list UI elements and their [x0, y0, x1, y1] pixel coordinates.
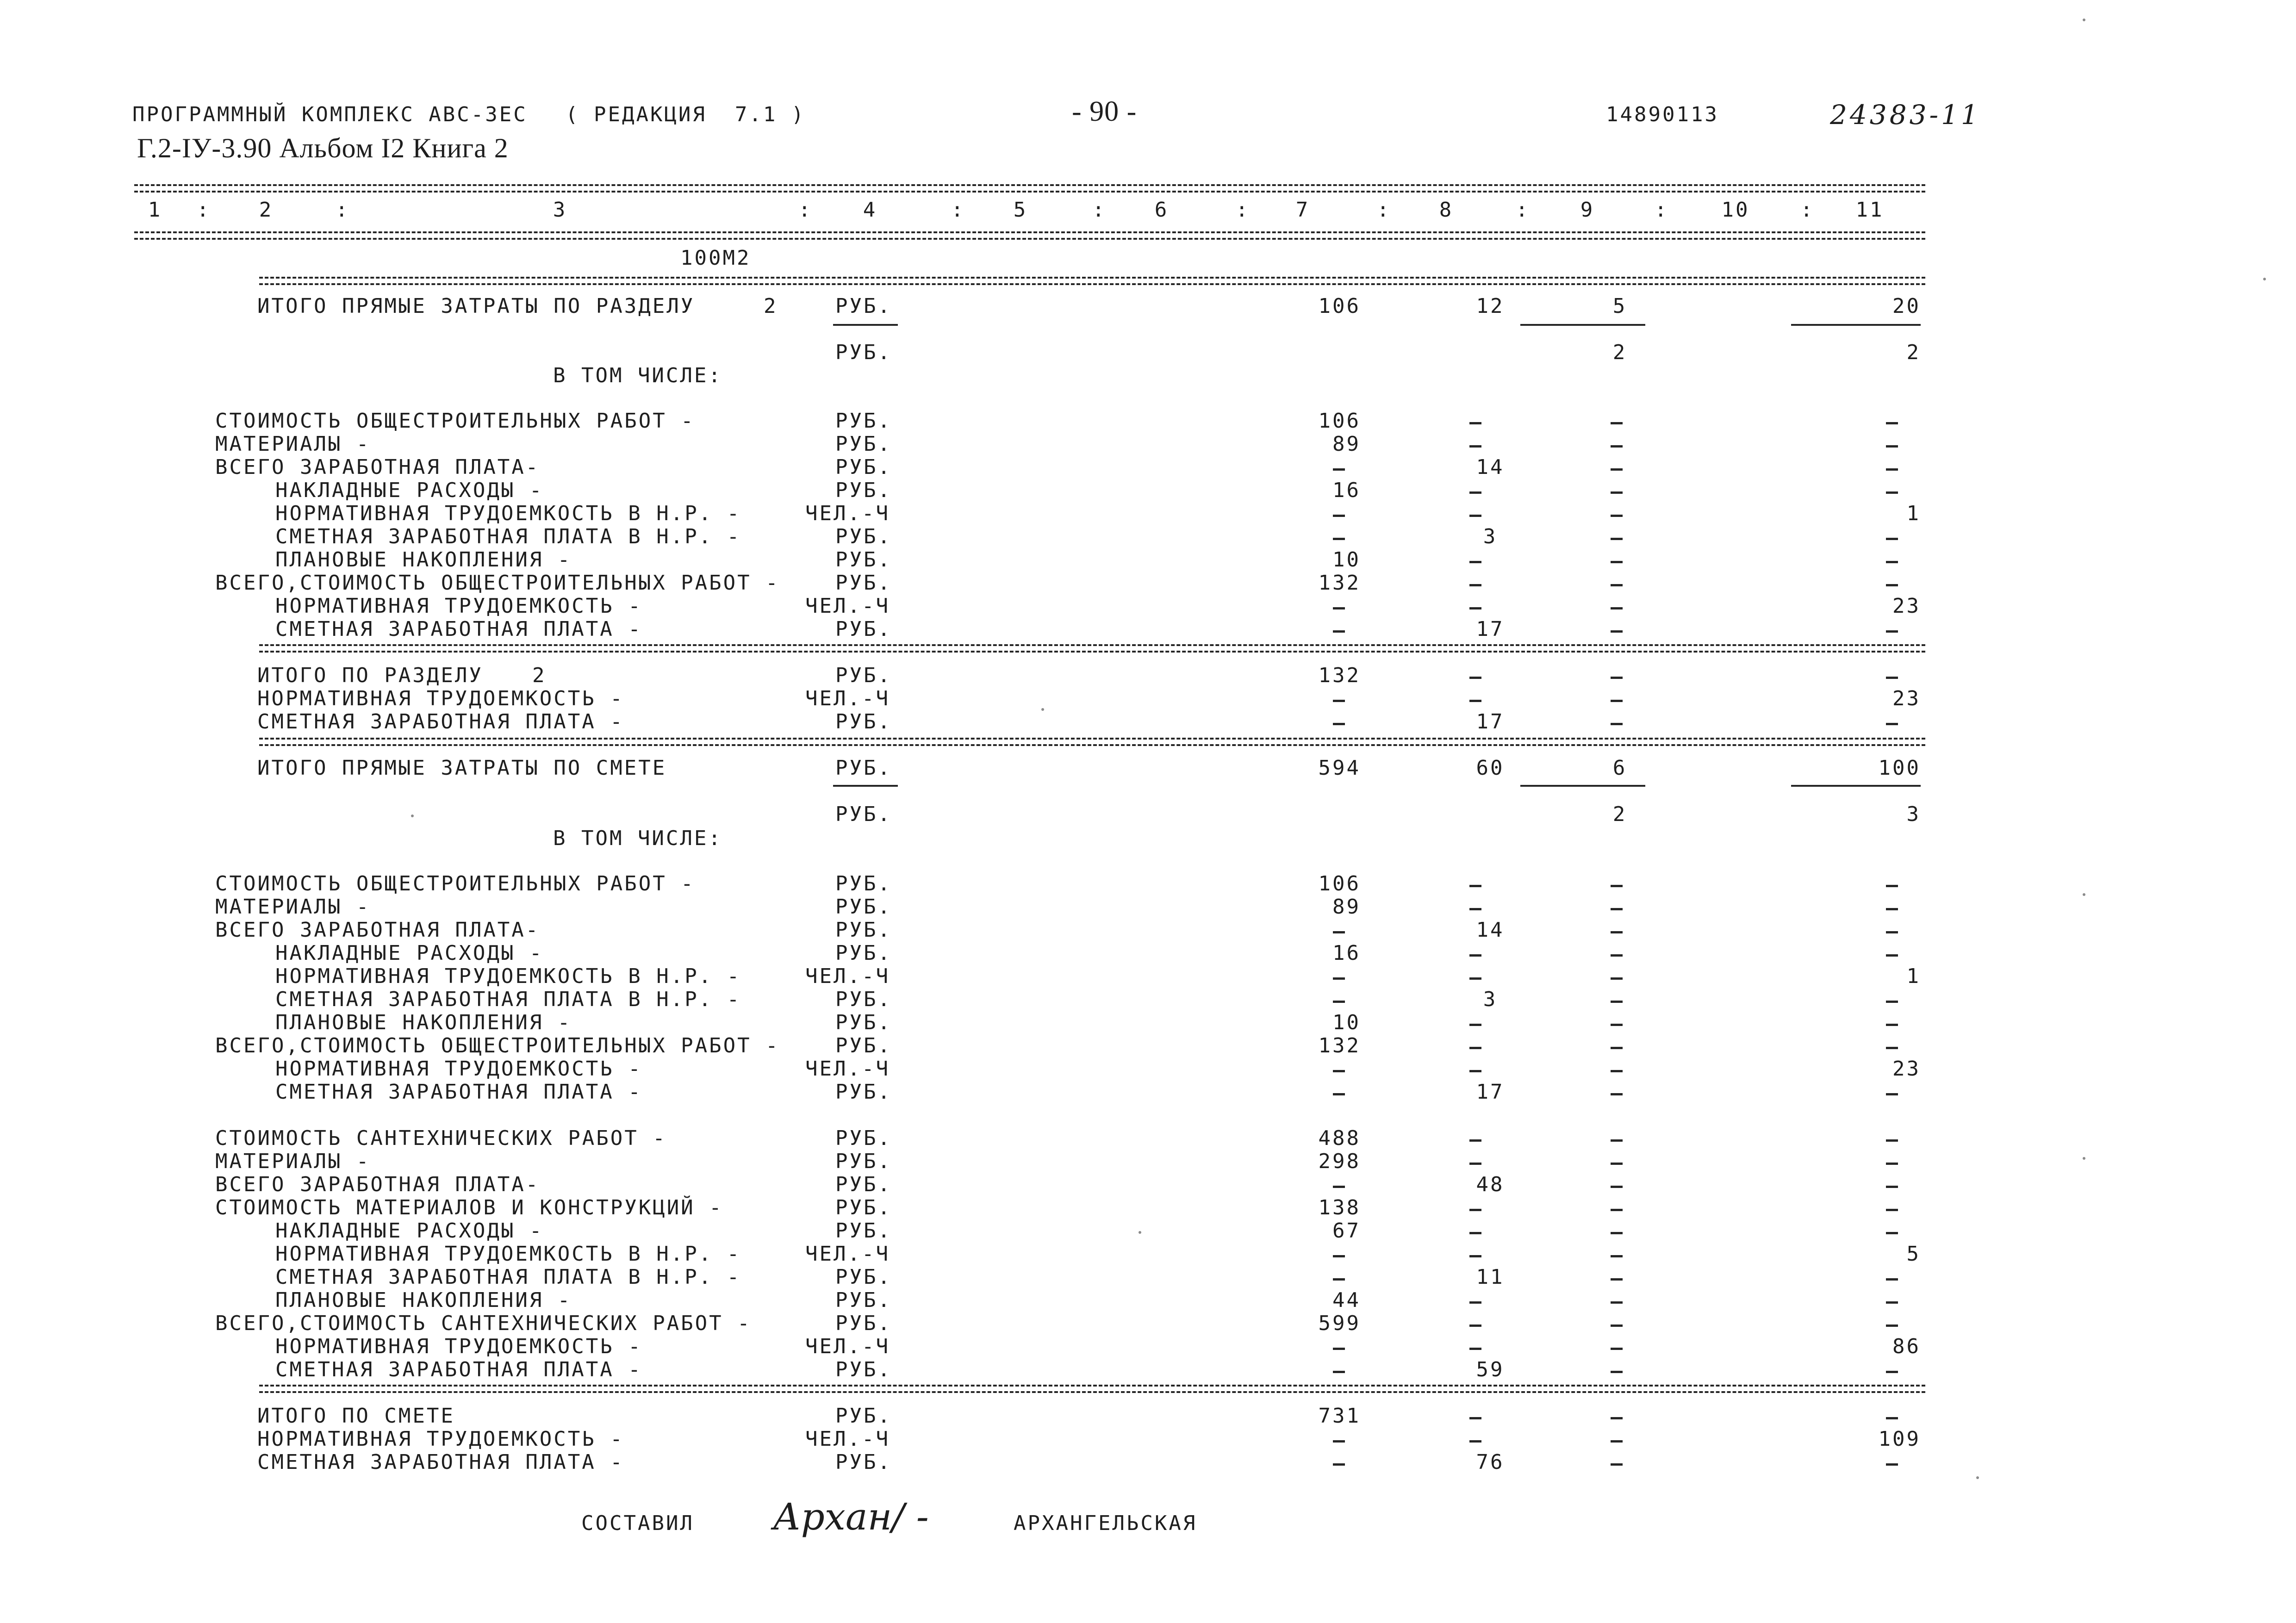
value-c11: 2: [1906, 341, 1921, 364]
dash-mark: [1611, 1139, 1623, 1142]
column-number: 1: [148, 198, 162, 222]
dash-mark: [1333, 1255, 1345, 1257]
column-number: 11: [1855, 198, 1884, 222]
value-c11: 86: [1892, 1335, 1921, 1358]
dash-mark: [1611, 630, 1623, 633]
dash-mark: [1886, 1209, 1898, 1211]
dash-mark: [1469, 561, 1481, 563]
dash-mark: [1886, 1325, 1898, 1327]
dash-mark: [1333, 1093, 1345, 1095]
underline: [1520, 785, 1645, 787]
scan-speck: [411, 815, 414, 817]
dash-mark: [1611, 607, 1623, 609]
row-section-number: 2: [764, 294, 778, 318]
row-unit: РУБ.: [835, 1358, 892, 1381]
row-unit: РУБ.: [835, 1196, 892, 1219]
dash-mark: [1469, 1348, 1481, 1350]
value-c8: 60: [1476, 756, 1505, 780]
row-label: МАТЕРИАЛЫ -: [215, 895, 371, 919]
value-c8: 76: [1476, 1450, 1505, 1474]
dash-mark: [1333, 700, 1345, 702]
value-c7: 594: [1318, 756, 1361, 780]
dash-mark: [1886, 1232, 1898, 1234]
value-c7: 89: [1332, 895, 1361, 919]
row-unit: РУБ.: [835, 548, 892, 572]
row-unit: РУБ.: [835, 872, 892, 895]
dash-mark: [1886, 468, 1898, 471]
dash-mark: [1469, 515, 1481, 517]
scan-speck: [2263, 278, 2266, 280]
row-label: ВСЕГО ЗАРАБОТНАЯ ПЛАТА-: [215, 455, 540, 479]
section-rule: [259, 738, 1925, 746]
row-label: ИТОГО ПРЯМЫЕ ЗАТРАТЫ ПО СМЕТЕ: [257, 756, 667, 780]
value-c11: 100: [1878, 756, 1921, 780]
row-label: ПЛАНОВЫЕ НАКОПЛЕНИЯ -: [275, 1011, 572, 1034]
dash-mark: [1886, 561, 1898, 563]
row-label: СМЕТНАЯ ЗАРАБОТНАЯ ПЛАТА -: [257, 710, 624, 734]
column-number: 9: [1580, 198, 1595, 222]
row-label: СМЕТНАЯ ЗАРАБОТНАЯ ПЛАТА В Н.Р. -: [275, 525, 741, 548]
dash-mark: [1333, 1463, 1345, 1466]
value-c9: 6: [1612, 756, 1627, 780]
row-unit: РУБ.: [835, 918, 892, 942]
row-unit: ЧЕЛ.-Ч: [805, 594, 890, 618]
dash-mark: [1333, 630, 1345, 633]
dash-mark: [1469, 1232, 1481, 1234]
dash-mark: [1886, 1024, 1898, 1026]
dash-mark: [1333, 931, 1345, 933]
row-label: НОРМАТИВНАЯ ТРУДОЕМКОСТЬ В Н.Р. -: [275, 1242, 741, 1266]
dash-mark: [1611, 445, 1623, 448]
dash-mark: [1611, 977, 1623, 980]
scan-speck: [2083, 1157, 2085, 1160]
dash-mark: [1333, 1070, 1345, 1072]
row-unit: РУБ.: [835, 710, 892, 734]
dash-mark: [1886, 677, 1898, 679]
dash-mark: [1469, 677, 1481, 679]
row-unit: РУБ.: [835, 1011, 892, 1034]
document-code: 14890113: [1606, 103, 1719, 126]
underline: [833, 324, 898, 326]
compiled-by-label: СОСТАВИЛ: [581, 1511, 694, 1535]
row-unit: РУБ.: [835, 341, 892, 364]
value-c11: 1: [1906, 964, 1921, 988]
row-label: НАКЛАДНЫЕ РАСХОДЫ -: [275, 479, 544, 502]
dash-mark: [1886, 1186, 1898, 1188]
value-c7: 10: [1332, 548, 1361, 572]
dash-mark: [1611, 700, 1623, 702]
row-label: НОРМАТИВНАЯ ТРУДОЕМКОСТЬ В Н.Р. -: [275, 964, 741, 988]
value-c11: 5: [1906, 1242, 1921, 1266]
row-unit: ЧЕЛ.-Ч: [805, 687, 890, 710]
dash-mark: [1469, 445, 1481, 448]
row-label: СТОИМОСТЬ ОБЩЕСТРОИТЕЛЬНЫХ РАБОТ -: [215, 872, 695, 895]
dash-mark: [1469, 954, 1481, 957]
value-c11: 3: [1906, 802, 1921, 826]
dash-mark: [1611, 1163, 1623, 1165]
value-c7: 16: [1332, 479, 1361, 502]
row-label: ИТОГО ПРЯМЫЕ ЗАТРАТЫ ПО РАЗДЕЛУ: [257, 294, 695, 318]
column-number: 4: [863, 198, 877, 222]
row-label: СТОИМОСТЬ МАТЕРИАЛОВ И КОНСТРУКЦИЙ -: [215, 1196, 723, 1219]
page-number: - 90 -: [1072, 96, 1137, 127]
dash-mark: [1886, 885, 1898, 887]
dash-mark: [1886, 1047, 1898, 1049]
row-label: НОРМАТИВНАЯ ТРУДОЕМКОСТЬ -: [275, 1335, 642, 1358]
dash-mark: [1611, 1001, 1623, 1003]
value-c7: 106: [1318, 294, 1361, 318]
column-separator: :: [1516, 198, 1530, 222]
dash-mark: [1333, 1440, 1345, 1443]
row-label: НОРМАТИВНАЯ ТРУДОЕМКОСТЬ -: [275, 594, 642, 618]
program-title: ПРОГРАММНЫЙ КОМПЛЕКС АВС-3ЕС: [132, 103, 528, 126]
value-c8: 3: [1483, 525, 1498, 548]
dash-mark: [1611, 677, 1623, 679]
underline: [1791, 324, 1921, 326]
dash-mark: [1611, 538, 1623, 540]
dash-mark: [1886, 1278, 1898, 1281]
row-label: НАКЛАДНЫЕ РАСХОДЫ -: [275, 1219, 544, 1243]
dash-mark: [1469, 1024, 1481, 1026]
row-unit: РУБ.: [835, 1219, 892, 1243]
dash-mark: [1333, 1371, 1345, 1373]
scan-speck: [1139, 1231, 1141, 1234]
row-unit: РУБ.: [835, 941, 892, 965]
section-rule: [259, 1385, 1925, 1393]
dash-mark: [1611, 1278, 1623, 1281]
header-rule-top: [134, 184, 1925, 193]
value-c7: 106: [1318, 872, 1361, 895]
row-unit: РУБ.: [835, 664, 892, 687]
value-c8: 14: [1476, 455, 1505, 479]
underline: [1520, 324, 1645, 326]
value-c7: 132: [1318, 1034, 1361, 1057]
row-label: СМЕТНАЯ ЗАРАБОТНАЯ ПЛАТА В Н.Р. -: [275, 1265, 741, 1289]
underline: [1791, 785, 1921, 787]
value-c8: 17: [1476, 1080, 1505, 1104]
dash-mark: [1611, 1070, 1623, 1072]
scan-speck: [2083, 893, 2085, 896]
scan-speck: [2083, 19, 2085, 21]
value-c7: 89: [1332, 432, 1361, 456]
dash-mark: [1611, 1209, 1623, 1211]
column-separator: :: [951, 198, 965, 222]
row-unit: РУБ.: [835, 1034, 892, 1057]
dash-mark: [1469, 607, 1481, 609]
dash-mark: [1469, 1417, 1481, 1419]
row-label: НОРМАТИВНАЯ ТРУДОЕМКОСТЬ -: [257, 1427, 624, 1451]
row-label: СТОИМОСТЬ ОБЩЕСТРОИТЕЛЬНЫХ РАБОТ -: [215, 409, 695, 433]
column-number: 5: [1013, 198, 1028, 222]
value-c8: 3: [1483, 988, 1498, 1011]
row-unit: РУБ.: [835, 1450, 892, 1474]
value-c8: 59: [1476, 1358, 1505, 1381]
dash-mark: [1611, 723, 1623, 725]
value-c7: 44: [1332, 1288, 1361, 1312]
dash-mark: [1886, 954, 1898, 957]
column-number: 6: [1154, 198, 1169, 222]
value-c11: 109: [1878, 1427, 1921, 1451]
dash-mark: [1611, 1348, 1623, 1350]
dash-mark: [1611, 1301, 1623, 1304]
dash-mark: [1611, 1186, 1623, 1188]
compiler-name: АРХАНГЕЛЬСКАЯ: [1014, 1511, 1197, 1535]
value-c8: 14: [1476, 918, 1505, 942]
value-c7: 138: [1318, 1196, 1361, 1219]
dash-mark: [1886, 931, 1898, 933]
value-c7: 298: [1318, 1150, 1361, 1173]
dash-mark: [1886, 723, 1898, 725]
value-c8: 48: [1476, 1173, 1505, 1196]
row-label: В ТОМ ЧИСЛЕ:: [553, 364, 722, 387]
value-c11: 23: [1892, 594, 1921, 618]
row-label: МАТЕРИАЛЫ -: [215, 432, 371, 456]
row-unit: РУБ.: [835, 802, 892, 826]
row-unit: РУБ.: [835, 1126, 892, 1150]
section-rule: [259, 277, 1925, 285]
row-label: СМЕТНАЯ ЗАРАБОТНАЯ ПЛАТА -: [275, 1358, 642, 1381]
dash-mark: [1469, 584, 1481, 586]
row-unit: РУБ.: [835, 479, 892, 502]
dash-mark: [1333, 607, 1345, 609]
column-separator: :: [1236, 198, 1250, 222]
dash-mark: [1469, 1255, 1481, 1257]
column-separator: :: [336, 198, 350, 222]
row-label: НОРМАТИВНАЯ ТРУДОЕМКОСТЬ -: [275, 1057, 642, 1081]
dash-mark: [1333, 977, 1345, 980]
value-c7: 132: [1318, 664, 1361, 687]
column-separator: :: [1655, 198, 1669, 222]
dash-mark: [1611, 1417, 1623, 1419]
dash-mark: [1469, 1325, 1481, 1327]
row-unit: ЧЕЛ.-Ч: [805, 964, 890, 988]
document-number: 24383-11: [1830, 99, 1981, 131]
row-unit: ЧЕЛ.-Ч: [805, 1427, 890, 1451]
column-separator: :: [1800, 198, 1815, 222]
row-unit: РУБ.: [835, 1080, 892, 1104]
dash-mark: [1611, 491, 1623, 494]
dash-mark: [1469, 1070, 1481, 1072]
dash-mark: [1469, 977, 1481, 980]
dash-mark: [1611, 1371, 1623, 1373]
column-number: 7: [1295, 198, 1310, 222]
row-label: ИТОГО ПО РАЗДЕЛУ: [257, 664, 483, 687]
row-unit: ЧЕЛ.-Ч: [805, 1057, 890, 1081]
row-unit: РУБ.: [835, 571, 892, 595]
dash-mark: [1333, 1186, 1345, 1188]
row-unit: РУБ.: [835, 1150, 892, 1173]
column-separator: :: [798, 198, 813, 222]
dash-mark: [1611, 1463, 1623, 1466]
value-c7: 16: [1332, 941, 1361, 965]
value-c11: 23: [1892, 687, 1921, 710]
row-unit: РУБ.: [835, 294, 892, 318]
row-unit: РУБ.: [835, 756, 892, 780]
dash-mark: [1886, 1163, 1898, 1165]
row-label: ВСЕГО ЗАРАБОТНАЯ ПЛАТА-: [215, 1173, 540, 1196]
dash-mark: [1469, 1163, 1481, 1165]
dash-mark: [1469, 491, 1481, 494]
edition-label: ( РЕДАКЦИЯ 7.1 ): [566, 103, 806, 126]
dash-mark: [1886, 630, 1898, 633]
value-c7: 731: [1318, 1404, 1361, 1428]
row-label: НОРМАТИВНАЯ ТРУДОЕМКОСТЬ -: [257, 687, 624, 710]
value-c9: 2: [1612, 341, 1627, 364]
dash-mark: [1469, 422, 1481, 424]
row-unit: РУБ.: [835, 1404, 892, 1428]
dash-mark: [1886, 1139, 1898, 1142]
dash-mark: [1886, 1301, 1898, 1304]
row-unit: РУБ.: [835, 455, 892, 479]
dash-mark: [1611, 1255, 1623, 1257]
dash-mark: [1611, 931, 1623, 933]
value-c8: 12: [1476, 294, 1505, 318]
row-label: СМЕТНАЯ ЗАРАБОТНАЯ ПЛАТА -: [275, 617, 642, 641]
dash-mark: [1611, 515, 1623, 517]
dash-mark: [1469, 1139, 1481, 1142]
dash-mark: [1611, 885, 1623, 887]
row-label: ПЛАНОВЫЕ НАКОПЛЕНИЯ -: [275, 548, 572, 572]
column-number: 3: [553, 198, 567, 222]
row-unit: РУБ.: [835, 1173, 892, 1196]
value-c7: 67: [1332, 1219, 1361, 1243]
value-c8: 17: [1476, 710, 1505, 734]
row-unit: ЧЕЛ.-Ч: [805, 1242, 890, 1266]
dash-mark: [1886, 908, 1898, 910]
dash-mark: [1333, 468, 1345, 471]
dash-mark: [1469, 885, 1481, 887]
section-rule: [259, 644, 1925, 653]
column-separator: :: [1377, 198, 1391, 222]
signature: Архан/ -: [773, 1495, 929, 1538]
row-label: СМЕТНАЯ ЗАРАБОТНАЯ ПЛАТА -: [275, 1080, 642, 1104]
row-label: ВСЕГО,СТОИМОСТЬ ОБЩЕСТРОИТЕЛЬНЫХ РАБОТ -: [215, 1034, 780, 1057]
dash-mark: [1333, 1278, 1345, 1281]
underline: [833, 785, 898, 787]
dash-mark: [1611, 1232, 1623, 1234]
dash-mark: [1886, 1463, 1898, 1466]
dash-mark: [1469, 1440, 1481, 1443]
value-c11: 1: [1906, 502, 1921, 525]
column-separator: :: [1092, 198, 1107, 222]
dash-mark: [1886, 1417, 1898, 1419]
row-label: НОРМАТИВНАЯ ТРУДОЕМКОСТЬ В Н.Р. -: [275, 502, 741, 525]
dash-mark: [1611, 422, 1623, 424]
value-c11: 20: [1892, 294, 1921, 318]
value-c7: 599: [1318, 1312, 1361, 1335]
dash-mark: [1469, 908, 1481, 910]
scan-speck: [1041, 708, 1044, 711]
dash-mark: [1333, 538, 1345, 540]
row-unit: РУБ.: [835, 525, 892, 548]
column-number: 8: [1439, 198, 1454, 222]
row-label: ВСЕГО,СТОИМОСТЬ САНТЕХНИЧЕСКИХ РАБОТ -: [215, 1312, 752, 1335]
dash-mark: [1611, 1024, 1623, 1026]
dash-mark: [1611, 954, 1623, 957]
dash-mark: [1886, 422, 1898, 424]
dash-mark: [1333, 723, 1345, 725]
value-c11: 23: [1892, 1057, 1921, 1081]
dash-mark: [1611, 1440, 1623, 1443]
row-unit: ЧЕЛ.-Ч: [805, 1335, 890, 1358]
row-label: НАКЛАДНЫЕ РАСХОДЫ -: [275, 941, 544, 965]
value-c7: 132: [1318, 571, 1361, 595]
row-label: ИТОГО ПО СМЕТЕ: [257, 1404, 455, 1428]
row-unit: РУБ.: [835, 1312, 892, 1335]
row-unit: РУБ.: [835, 1265, 892, 1289]
column-number: 10: [1721, 198, 1750, 222]
dash-mark: [1611, 1325, 1623, 1327]
row-label: В ТОМ ЧИСЛЕ:: [553, 827, 722, 850]
dash-mark: [1469, 1301, 1481, 1304]
column-separator: :: [197, 198, 211, 222]
unit-heading: 100М2: [680, 246, 751, 270]
dash-mark: [1886, 538, 1898, 540]
dash-mark: [1333, 515, 1345, 517]
dash-mark: [1886, 584, 1898, 586]
row-label: ПЛАНОВЫЕ НАКОПЛЕНИЯ -: [275, 1288, 572, 1312]
value-c7: 10: [1332, 1011, 1361, 1034]
row-unit: РУБ.: [835, 617, 892, 641]
row-label: СМЕТНАЯ ЗАРАБОТНАЯ ПЛАТА -: [257, 1450, 624, 1474]
value-c9: 5: [1612, 294, 1627, 318]
row-unit: РУБ.: [835, 988, 892, 1011]
dash-mark: [1333, 1348, 1345, 1350]
dash-mark: [1886, 1001, 1898, 1003]
row-unit: РУБ.: [835, 409, 892, 433]
dash-mark: [1469, 1209, 1481, 1211]
row-label: МАТЕРИАЛЫ -: [215, 1150, 371, 1173]
value-c8: 17: [1476, 617, 1505, 641]
header-rule-bottom: [134, 231, 1925, 240]
dash-mark: [1469, 1047, 1481, 1049]
dash-mark: [1611, 1093, 1623, 1095]
row-unit: РУБ.: [835, 1288, 892, 1312]
row-section-number: 2: [532, 664, 547, 687]
dash-mark: [1611, 908, 1623, 910]
dash-mark: [1886, 445, 1898, 448]
row-unit: РУБ.: [835, 895, 892, 919]
dash-mark: [1886, 1093, 1898, 1095]
row-label: СМЕТНАЯ ЗАРАБОТНАЯ ПЛАТА В Н.Р. -: [275, 988, 741, 1011]
dash-mark: [1886, 1371, 1898, 1373]
row-unit: ЧЕЛ.-Ч: [805, 502, 890, 525]
row-label: ВСЕГО,СТОИМОСТЬ ОБЩЕСТРОИТЕЛЬНЫХ РАБОТ -: [215, 571, 780, 595]
value-c8: 11: [1476, 1265, 1505, 1289]
column-number: 2: [259, 198, 274, 222]
dash-mark: [1611, 561, 1623, 563]
value-c7: 106: [1318, 409, 1361, 433]
album-reference: Г.2-IУ-3.90 Альбом I2 Книга 2: [137, 133, 509, 163]
scan-speck: [1976, 1476, 1979, 1479]
row-unit: РУБ.: [835, 432, 892, 456]
row-label: ВСЕГО ЗАРАБОТНАЯ ПЛАТА-: [215, 918, 540, 942]
dash-mark: [1611, 1047, 1623, 1049]
dash-mark: [1469, 700, 1481, 702]
dash-mark: [1611, 584, 1623, 586]
dash-mark: [1611, 468, 1623, 471]
dash-mark: [1333, 1001, 1345, 1003]
row-label: СТОИМОСТЬ САНТЕХНИЧЕСКИХ РАБОТ -: [215, 1126, 667, 1150]
value-c7: 488: [1318, 1126, 1361, 1150]
value-c9: 2: [1612, 802, 1627, 826]
dash-mark: [1886, 491, 1898, 494]
